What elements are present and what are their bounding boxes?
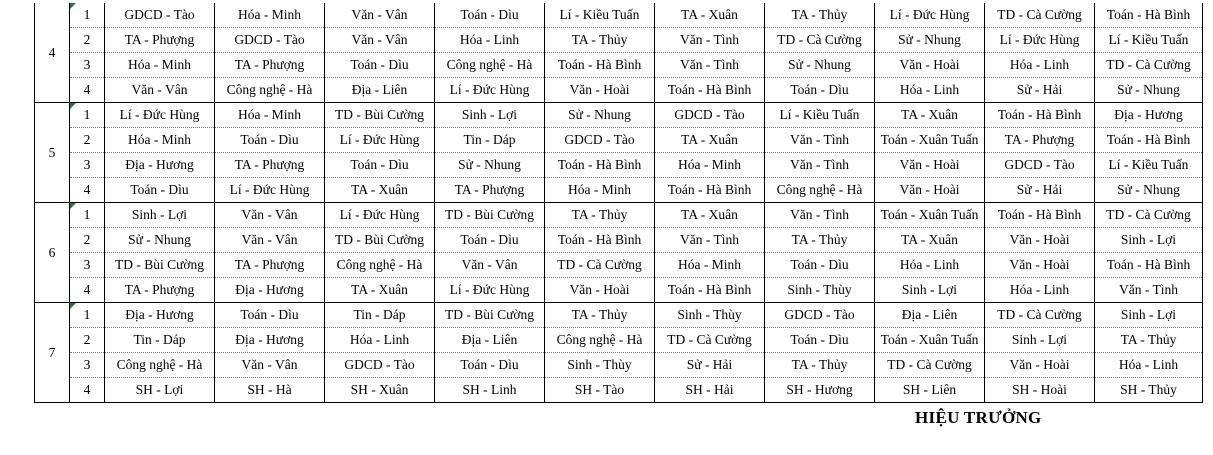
subject-teacher-cell[interactable]: Toán - Hà Bình: [1095, 253, 1203, 278]
subject-teacher-cell[interactable]: Địa - Hương: [215, 328, 325, 353]
subject-teacher-cell[interactable]: Hóa - Linh: [325, 328, 435, 353]
subject-teacher-cell[interactable]: Lí - Kiều Tuấn: [1095, 153, 1203, 178]
subject-teacher-cell[interactable]: SH - Thủy: [1095, 378, 1203, 403]
period-number-cell[interactable]: 4: [70, 378, 105, 403]
subject-teacher-cell[interactable]: Hóa - Minh: [105, 53, 215, 78]
timetable-body: [35, 3, 1203, 403]
subject-teacher-cell[interactable]: TD - Cà Cường: [545, 253, 655, 278]
subject-teacher-cell[interactable]: Hóa - Linh: [435, 28, 545, 53]
period-row: [35, 78, 1203, 103]
subject-teacher-cell[interactable]: Tin - Dáp: [435, 128, 545, 153]
subject-teacher-cell[interactable]: Hóa - Minh: [545, 178, 655, 203]
subject-teacher-cell[interactable]: Lí - Kiều Tuấn: [1095, 28, 1203, 53]
subject-teacher-cell[interactable]: SH - Tào: [545, 378, 655, 403]
period-row: [35, 128, 1203, 153]
subject-teacher-cell[interactable]: Sử - Nhung: [1095, 78, 1203, 103]
subject-teacher-cell[interactable]: TA - Xuân: [325, 178, 435, 203]
subject-teacher-cell[interactable]: Địa - Liên: [435, 328, 545, 353]
subject-teacher-cell[interactable]: Toán - Hà Bình: [1095, 3, 1203, 28]
subject-teacher-cell[interactable]: TA - Xuân: [325, 278, 435, 303]
subject-teacher-cell[interactable]: TD - Bùi Cường: [435, 303, 545, 328]
period-number-cell[interactable]: 3: [70, 353, 105, 378]
period-row: [35, 303, 1203, 328]
subject-teacher-cell[interactable]: Công nghệ - Hà: [545, 328, 655, 353]
subject-teacher-cell[interactable]: Hóa - Linh: [1095, 353, 1203, 378]
subject-teacher-cell[interactable]: Sinh - Lợi: [105, 203, 215, 228]
subject-teacher-cell[interactable]: TA - Phượng: [435, 178, 545, 203]
day-cell[interactable]: 4: [35, 3, 70, 103]
subject-teacher-cell[interactable]: Toán - Hà Bình: [545, 228, 655, 253]
subject-teacher-cell[interactable]: Văn - Tình: [765, 128, 875, 153]
period-row: [35, 228, 1203, 253]
subject-teacher-cell[interactable]: Hóa - Minh: [215, 103, 325, 128]
subject-teacher-cell[interactable]: Toán - Dìu: [325, 53, 435, 78]
subject-teacher-cell[interactable]: Lí - Kiều Tuấn: [765, 103, 875, 128]
subject-teacher-cell[interactable]: Văn - Hoài: [875, 53, 985, 78]
period-number-cell[interactable]: 1: [70, 3, 105, 28]
subject-teacher-cell[interactable]: TA - Thủy: [545, 203, 655, 228]
subject-teacher-cell[interactable]: Lí - Đức Hùng: [215, 178, 325, 203]
subject-teacher-cell[interactable]: Hóa - Linh: [985, 278, 1095, 303]
subject-teacher-cell[interactable]: Công nghệ - Hà: [325, 253, 435, 278]
period-number-cell[interactable]: 3: [70, 253, 105, 278]
subject-teacher-cell[interactable]: Sử - Nhung: [105, 228, 215, 253]
subject-teacher-cell[interactable]: Văn - Tình: [655, 53, 765, 78]
subject-teacher-cell[interactable]: Văn - Hoài: [985, 228, 1095, 253]
subject-teacher-cell[interactable]: TD - Bùi Cường: [105, 253, 215, 278]
subject-teacher-cell[interactable]: Văn - Hoài: [545, 278, 655, 303]
subject-teacher-cell[interactable]: Toán - Dìu: [325, 153, 435, 178]
subject-teacher-cell[interactable]: Toán - Xuân Tuấn: [875, 128, 985, 153]
subject-teacher-cell[interactable]: Hóa - Minh: [105, 128, 215, 153]
subject-teacher-cell[interactable]: Toán - Dìu: [215, 303, 325, 328]
subject-teacher-cell[interactable]: Sử - Nhung: [875, 28, 985, 53]
subject-teacher-cell[interactable]: Văn - Hoài: [875, 153, 985, 178]
subject-teacher-cell[interactable]: TA - Thủy: [765, 353, 875, 378]
period-row: [35, 328, 1203, 353]
subject-teacher-cell[interactable]: Công nghệ - Hà: [435, 53, 545, 78]
period-row: [35, 378, 1203, 403]
period-row: [35, 353, 1203, 378]
subject-teacher-cell[interactable]: TD - Cà Cường: [875, 353, 985, 378]
subject-teacher-cell[interactable]: Địa - Hương: [105, 153, 215, 178]
subject-teacher-cell[interactable]: Toán - Hà Bình: [985, 203, 1095, 228]
subject-teacher-cell[interactable]: TD - Bùi Cường: [435, 203, 545, 228]
subject-teacher-cell[interactable]: Hóa - Minh: [655, 253, 765, 278]
subject-teacher-cell[interactable]: Tin - Dáp: [105, 328, 215, 353]
subject-teacher-cell[interactable]: TA - Phượng: [105, 278, 215, 303]
period-row: [35, 253, 1203, 278]
subject-teacher-cell[interactable]: GDCD - Tào: [105, 3, 215, 28]
subject-teacher-cell[interactable]: TD - Cà Cường: [1095, 53, 1203, 78]
subject-teacher-cell[interactable]: TD - Cà Cường: [765, 28, 875, 53]
day-cell[interactable]: 6: [35, 203, 70, 303]
subject-teacher-cell[interactable]: Toán - Hà Bình: [1095, 128, 1203, 153]
subject-teacher-cell[interactable]: Toán - Hà Bình: [655, 178, 765, 203]
subject-teacher-cell[interactable]: Văn - Vân: [105, 78, 215, 103]
subject-teacher-cell[interactable]: TD - Cà Cường: [985, 3, 1095, 28]
subject-teacher-cell[interactable]: SH - Lợi: [105, 378, 215, 403]
subject-teacher-cell[interactable]: Toán - Dìu: [435, 3, 545, 28]
subject-teacher-cell[interactable]: Công nghệ - Hà: [105, 353, 215, 378]
subject-teacher-cell[interactable]: Sinh - Lợi: [1095, 228, 1203, 253]
subject-teacher-cell[interactable]: TD - Bùi Cường: [325, 103, 435, 128]
subject-teacher-cell[interactable]: TA - Phượng: [985, 128, 1095, 153]
period-number-cell[interactable]: 1: [70, 203, 105, 228]
subject-teacher-cell[interactable]: Toán - Dìu: [215, 128, 325, 153]
subject-teacher-cell[interactable]: Toán - Hà Bình: [545, 53, 655, 78]
subject-teacher-cell[interactable]: TA - Thủy: [545, 28, 655, 53]
period-number-cell[interactable]: 1: [70, 303, 105, 328]
subject-teacher-cell[interactable]: Toán - Xuân Tuấn: [875, 328, 985, 353]
subject-teacher-cell[interactable]: Văn - Tình: [655, 228, 765, 253]
subject-teacher-cell[interactable]: Lí - Đức Hùng: [435, 78, 545, 103]
period-number-cell[interactable]: 4: [70, 278, 105, 303]
subject-teacher-cell[interactable]: TA - Phượng: [215, 53, 325, 78]
period-row: [35, 53, 1203, 78]
subject-teacher-cell[interactable]: Sử - Nhung: [435, 153, 545, 178]
subject-teacher-cell[interactable]: Hóa - Minh: [215, 3, 325, 28]
subject-teacher-cell[interactable]: TA - Xuân: [875, 228, 985, 253]
period-number-cell[interactable]: 2: [70, 228, 105, 253]
subject-teacher-cell[interactable]: SH - Linh: [435, 378, 545, 403]
subject-teacher-cell[interactable]: Lí - Kiều Tuấn: [545, 3, 655, 28]
subject-teacher-cell[interactable]: Lí - Đức Hùng: [985, 28, 1095, 53]
period-number-cell[interactable]: 4: [70, 78, 105, 103]
period-number-cell[interactable]: 3: [70, 53, 105, 78]
subject-teacher-cell[interactable]: Văn - Vân: [435, 253, 545, 278]
subject-teacher-cell[interactable]: Văn - Vân: [215, 353, 325, 378]
subject-teacher-cell[interactable]: Toán - Dìu: [435, 353, 545, 378]
subject-teacher-cell[interactable]: GDCD - Tào: [325, 353, 435, 378]
subject-teacher-cell[interactable]: Sử - Hải: [985, 178, 1095, 203]
subject-teacher-cell[interactable]: Sinh - Thùy: [655, 303, 765, 328]
subject-teacher-cell[interactable]: Toán - Dìu: [765, 78, 875, 103]
subject-teacher-cell[interactable]: Địa - Hương: [215, 278, 325, 303]
subject-teacher-cell[interactable]: Toán - Hà Bình: [985, 103, 1095, 128]
subject-teacher-cell[interactable]: TA - Xuân: [655, 128, 765, 153]
subject-teacher-cell[interactable]: Toán - Dìu: [765, 253, 875, 278]
subject-teacher-cell[interactable]: TA - Xuân: [655, 3, 765, 28]
subject-teacher-cell[interactable]: Sử - Nhung: [1095, 178, 1203, 203]
subject-teacher-cell[interactable]: Sử - Nhung: [765, 53, 875, 78]
subject-teacher-cell[interactable]: Sinh - Lợi: [435, 103, 545, 128]
day-cell[interactable]: 5: [35, 103, 70, 203]
subject-teacher-cell[interactable]: Toán - Dìu: [765, 328, 875, 353]
subject-teacher-cell[interactable]: Sử - Nhung: [545, 103, 655, 128]
subject-teacher-cell[interactable]: Hóa - Linh: [875, 78, 985, 103]
subject-teacher-cell[interactable]: GDCD - Tào: [985, 153, 1095, 178]
subject-teacher-cell[interactable]: Văn - Tình: [655, 28, 765, 53]
period-number-cell[interactable]: 3: [70, 153, 105, 178]
subject-teacher-cell[interactable]: TA - Xuân: [875, 103, 985, 128]
subject-teacher-cell[interactable]: Văn - Tình: [765, 153, 875, 178]
subject-teacher-cell[interactable]: Lí - Đức Hùng: [325, 203, 435, 228]
subject-teacher-cell[interactable]: GDCD - Tào: [545, 128, 655, 153]
subject-teacher-cell[interactable]: Toán - Hà Bình: [655, 278, 765, 303]
day-cell[interactable]: 7: [35, 303, 70, 403]
subject-teacher-cell[interactable]: Văn - Hoài: [985, 253, 1095, 278]
subject-teacher-cell[interactable]: Văn - Hoài: [875, 178, 985, 203]
subject-teacher-cell[interactable]: Hóa - Linh: [875, 253, 985, 278]
subject-teacher-cell[interactable]: Văn - Vân: [215, 203, 325, 228]
subject-teacher-cell[interactable]: SH - Hoài: [985, 378, 1095, 403]
period-number-cell[interactable]: 4: [70, 178, 105, 203]
subject-teacher-cell[interactable]: TA - Phượng: [105, 28, 215, 53]
subject-teacher-cell[interactable]: TA - Thủy: [545, 303, 655, 328]
subject-teacher-cell[interactable]: Hóa - Minh: [655, 153, 765, 178]
subject-teacher-cell[interactable]: GDCD - Tào: [765, 303, 875, 328]
subject-teacher-cell[interactable]: GDCD - Tào: [215, 28, 325, 53]
timetable: [34, 3, 1203, 403]
subject-teacher-cell[interactable]: Văn - Vân: [325, 28, 435, 53]
subject-teacher-cell[interactable]: Công nghệ - Hà: [215, 78, 325, 103]
subject-teacher-cell[interactable]: Toán - Dìu: [105, 178, 215, 203]
subject-teacher-cell[interactable]: Sinh - Lợi: [985, 328, 1095, 353]
subject-teacher-cell[interactable]: Sinh - Lợi: [875, 278, 985, 303]
period-row: [35, 203, 1203, 228]
subject-teacher-cell[interactable]: Công nghệ - Hà: [765, 178, 875, 203]
subject-teacher-cell[interactable]: SH - Hà: [215, 378, 325, 403]
subject-teacher-cell[interactable]: Địa - Hương: [105, 303, 215, 328]
subject-teacher-cell[interactable]: TA - Thủy: [765, 228, 875, 253]
period-number-cell[interactable]: 2: [70, 28, 105, 53]
subject-teacher-cell[interactable]: SH - Liên: [875, 378, 985, 403]
subject-teacher-cell[interactable]: Toán - Hà Bình: [655, 78, 765, 103]
subject-teacher-cell[interactable]: TD - Bùi Cường: [325, 228, 435, 253]
subject-teacher-cell[interactable]: Hóa - Linh: [985, 53, 1095, 78]
subject-teacher-cell[interactable]: TD - Cà Cường: [985, 303, 1095, 328]
subject-teacher-cell[interactable]: SH - Hương: [765, 378, 875, 403]
period-row: [35, 153, 1203, 178]
subject-teacher-cell[interactable]: Văn - Tình: [765, 203, 875, 228]
subject-teacher-cell[interactable]: SH - Xuân: [325, 378, 435, 403]
period-number-cell[interactable]: 1: [70, 103, 105, 128]
subject-teacher-cell[interactable]: Văn - Tình: [1095, 278, 1203, 303]
period-number-cell[interactable]: 2: [70, 328, 105, 353]
subject-teacher-cell[interactable]: TA - Xuân: [655, 203, 765, 228]
period-row: [35, 103, 1203, 128]
subject-teacher-cell[interactable]: Văn - Hoài: [985, 353, 1095, 378]
subject-teacher-cell[interactable]: TA - Thủy: [765, 3, 875, 28]
subject-teacher-cell[interactable]: Văn - Vân: [325, 3, 435, 28]
subject-teacher-cell[interactable]: Tin - Dáp: [325, 303, 435, 328]
subject-teacher-cell[interactable]: TA - Phượng: [215, 253, 325, 278]
period-number-cell[interactable]: 2: [70, 128, 105, 153]
subject-teacher-cell[interactable]: Lí - Đức Hùng: [105, 103, 215, 128]
subject-teacher-cell[interactable]: TA - Thủy: [1095, 328, 1203, 353]
subject-teacher-cell[interactable]: Toán - Xuân Tuấn: [875, 203, 985, 228]
period-row: [35, 28, 1203, 53]
subject-teacher-cell[interactable]: GDCD - Tào: [655, 103, 765, 128]
subject-teacher-cell[interactable]: TD - Cà Cường: [655, 328, 765, 353]
subject-teacher-cell[interactable]: Địa - Hương: [1095, 103, 1203, 128]
subject-teacher-cell[interactable]: Toán - Dìu: [435, 228, 545, 253]
subject-teacher-cell[interactable]: Sử - Hải: [985, 78, 1095, 103]
subject-teacher-cell[interactable]: Lí - Đức Hùng: [435, 278, 545, 303]
subject-teacher-cell[interactable]: Văn - Vân: [215, 228, 325, 253]
period-row: [35, 178, 1203, 203]
subject-teacher-cell[interactable]: Sinh - Thùy: [545, 353, 655, 378]
subject-teacher-cell[interactable]: Văn - Hoài: [545, 78, 655, 103]
principal-signature-label: HIỆU TRƯỞNG: [915, 408, 1042, 427]
subject-teacher-cell[interactable]: Lí - Đức Hùng: [325, 128, 435, 153]
subject-teacher-cell[interactable]: Địa - Liên: [325, 78, 435, 103]
subject-teacher-cell[interactable]: Sinh - Thùy: [765, 278, 875, 303]
subject-teacher-cell[interactable]: SH - Hải: [655, 378, 765, 403]
subject-teacher-cell[interactable]: TA - Phượng: [215, 153, 325, 178]
period-row: [35, 3, 1203, 28]
subject-teacher-cell[interactable]: Sinh - Lợi: [1095, 303, 1203, 328]
period-row: [35, 278, 1203, 303]
subject-teacher-cell[interactable]: Sử - Hải: [655, 353, 765, 378]
subject-teacher-cell[interactable]: Lí - Đức Hùng: [875, 3, 985, 28]
subject-teacher-cell[interactable]: Toán - Hà Bình: [545, 153, 655, 178]
subject-teacher-cell[interactable]: TD - Cà Cường: [1095, 203, 1203, 228]
subject-teacher-cell[interactable]: Địa - Liên: [875, 303, 985, 328]
